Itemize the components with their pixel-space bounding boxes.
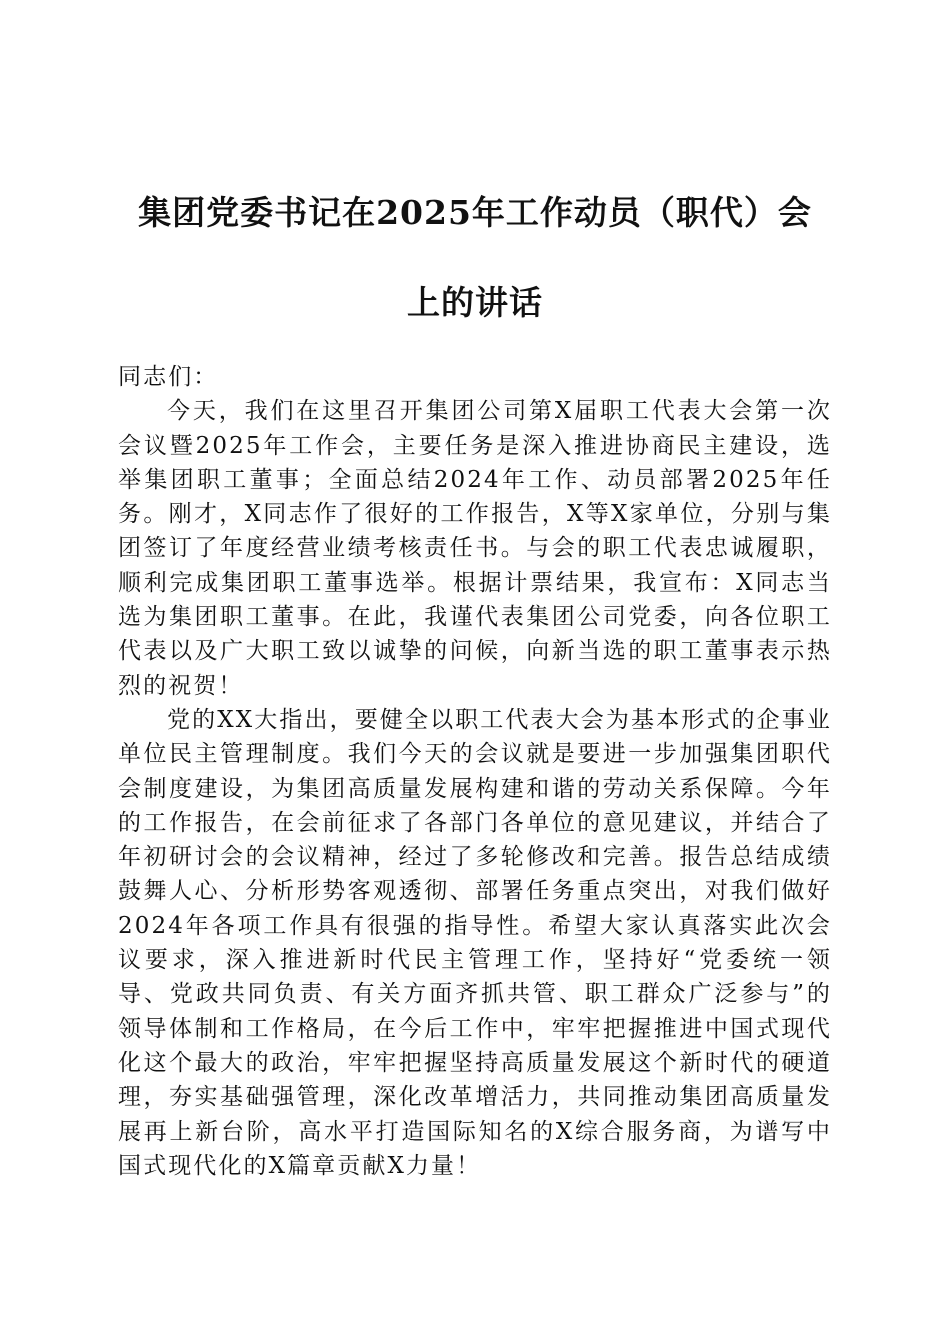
document-title <box>118 168 832 348</box>
document-body <box>118 360 832 1183</box>
title-line-2: 上的讲话 <box>407 283 543 322</box>
paragraph-2: 党的XX大指出，要健全以职工代表大会为基本形式的企事业单位民主管理制度。我们今天的会议就是要进一步加强集团职代会制度建设，为集团高质量发展构建和谐的劳动关系保障。今年的工作报告，在会前征求了各部门各单位的意见建议，并结合了年初研讨会的会议精神，经过了多轮修改和完善。报告总结成绩鼓舞人心、分析形势客观透彻、部署任务重点突出，对我们做好2024年各项工作具有很强的指导性。希望大家认真落实此次会议要求，深入推进新时代民主管理工作，坚持好“党委统一领导、党政共同负责、有关方面齐抓共管、职工群众广泛参与”的领导体制和工作格局，在今后工作中，牢牢把握推进中国式现代化这个最大的政治，牢牢把握坚持高质量发展这个新时代的硬道理，夯实基础强管理，深化改革增活力，共同推动集团高质量发展再上新台阶，高水平打造国际知名的X综合服务商，为谱写中国式现代化的X篇章贡献X力量！ <box>118 706 832 1179</box>
salutation: 同志们： <box>118 364 219 390</box>
title-line-1: 集团党委书记在2025年工作动员（职代）会 <box>138 193 812 232</box>
paragraph-1: 今天，我们在这里召开集团公司第X届职工代表大会第一次会议暨2025年工作会，主要任务是深入推进协商民主建设，选举集团职工董事；全面总结2024年工作、动员部署2025年任务。刚才，X同志作了很好的工作报告，X等X家单位，分别与集团签订了年度经营业绩考核责任书。与会的职工代表忠诚履职，顺利完成集团职工董事选举。根据计票结果，我宣布：X同志当选为集团职工董事。在此，我谨代表集团公司党委，向各位职工代表以及广大职工致以诚挚的问候，向新当选的职工董事表示热烈的祝贺！ <box>118 398 832 699</box>
